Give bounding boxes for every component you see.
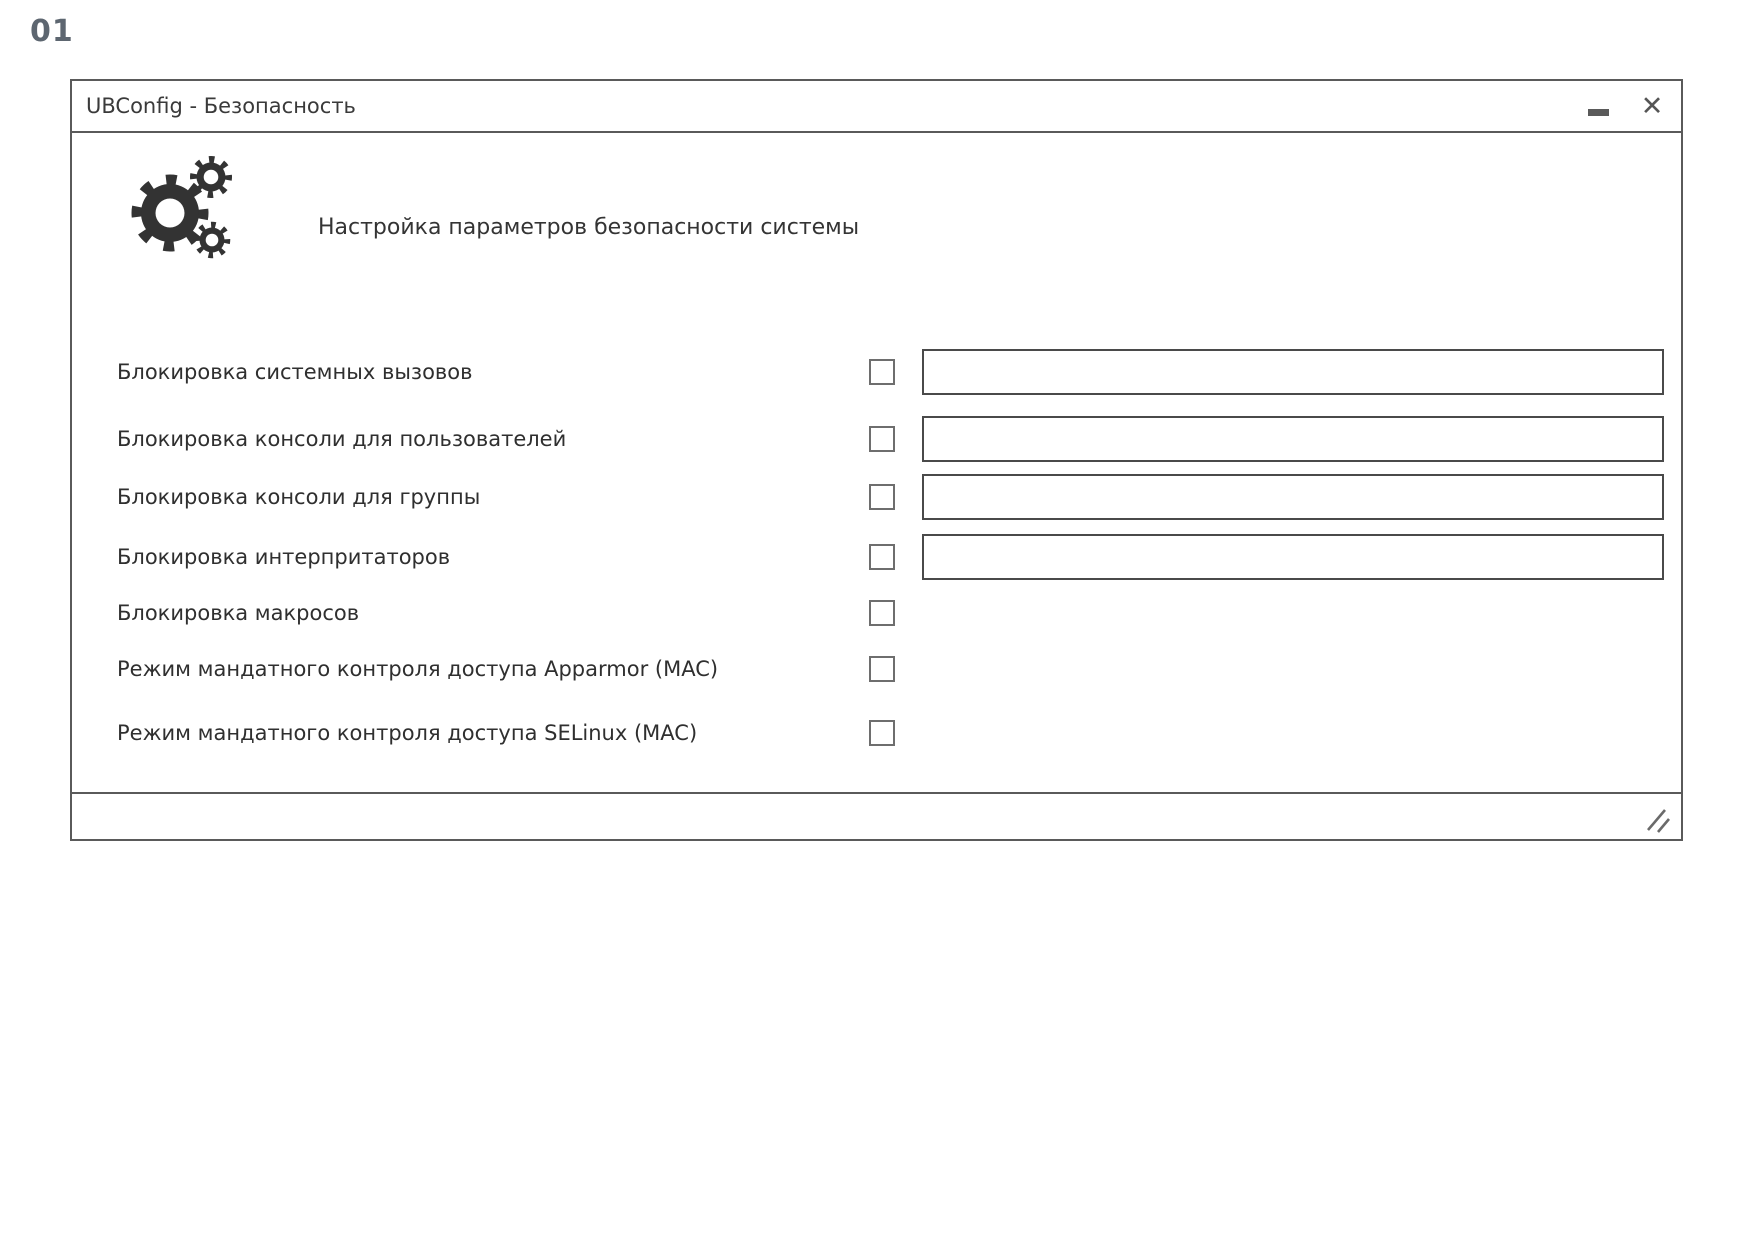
form-row	[117, 471, 1667, 523]
resize-grip-icon[interactable]	[1644, 806, 1672, 834]
slide-number: 01	[30, 14, 74, 49]
row-checkbox[interactable]	[869, 484, 895, 510]
form-row	[117, 707, 1667, 759]
row-checkbox[interactable]	[869, 426, 895, 452]
row-checkbox[interactable]	[869, 720, 895, 746]
row-checkbox[interactable]	[869, 600, 895, 626]
row-label: Режим мандатного контроля доступа Apparmor (MAC)	[117, 657, 719, 681]
close-icon: ✕	[1640, 91, 1664, 122]
row-label: Режим мандатного контроля доступа SELinux (MAC)	[117, 721, 698, 745]
row-label: Блокировка системных вызовов	[117, 360, 473, 384]
row-checkbox[interactable]	[869, 656, 895, 682]
row-text-field[interactable]	[922, 534, 1664, 580]
form-row	[117, 643, 1667, 695]
form-row	[117, 587, 1667, 639]
form-row	[117, 346, 1667, 398]
row-checkbox[interactable]	[869, 359, 895, 385]
form-row	[117, 531, 1667, 583]
form-rows	[72, 81, 1681, 839]
status-bar	[72, 792, 1681, 839]
row-label: Блокировка консоли для группы	[117, 485, 481, 509]
window-description: Настройка параметров безопасности системы	[318, 215, 860, 240]
row-checkbox[interactable]	[869, 544, 895, 570]
row-label: Блокировка интерпритаторов	[117, 545, 451, 569]
row-label: Блокировка макросов	[117, 601, 360, 625]
row-text-field[interactable]	[922, 474, 1664, 520]
row-label: Блокировка консоли для пользователей	[117, 427, 567, 451]
app-window	[70, 79, 1683, 841]
row-text-field[interactable]	[922, 416, 1664, 462]
row-text-field[interactable]	[922, 349, 1664, 395]
form-row	[117, 413, 1667, 465]
window-title: UBConfig - Безопасность	[86, 94, 356, 118]
